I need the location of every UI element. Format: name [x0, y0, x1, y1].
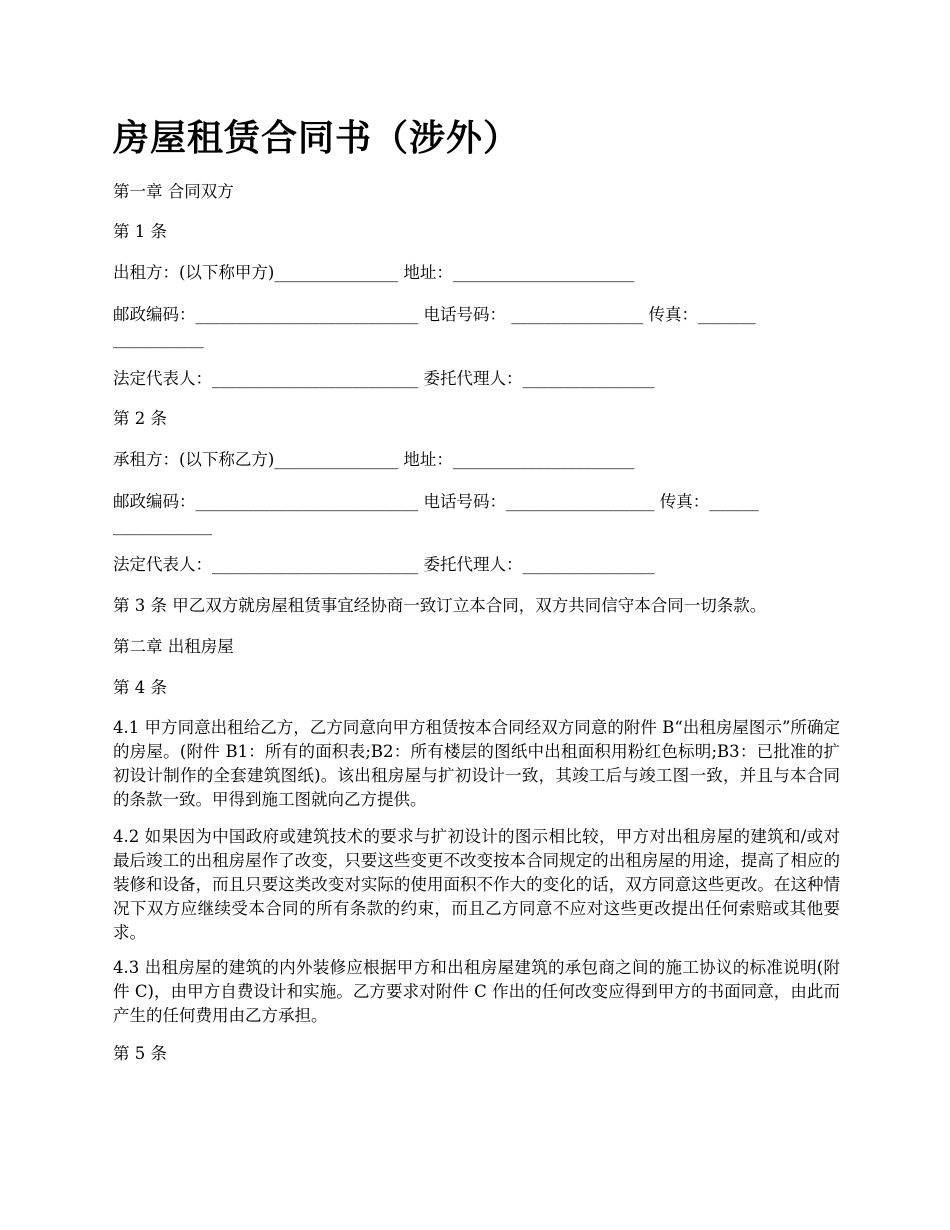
article-2-heading: 第 2 条 — [113, 409, 167, 428]
article-1-heading: 第 1 条 — [113, 222, 167, 241]
chapter-1-heading: 第一章 合同双方 — [113, 182, 234, 201]
chapter-2-heading: 第二章 出租房屋 — [113, 637, 234, 656]
lessor-representative-line: 法定代表人：_________________________ 委托代理人：________________ — [113, 369, 655, 388]
lessor-contact-line-continued: ___________ — [113, 329, 204, 348]
lessee-contact-line-continued: ____________ — [113, 516, 212, 535]
lessee-representative-line: 法定代表人：_________________________ 委托代理人：________________ — [113, 555, 655, 574]
article-5-heading: 第 5 条 — [113, 1044, 167, 1063]
document-title: 房屋租赁合同书（涉外） — [113, 117, 521, 159]
lessee-name-address-line: 承租方：(以下称乙方)_______________ 地址：______________________ — [113, 450, 635, 469]
lessee-contact-line: 邮政编码：___________________________ 电话号码：__________________ 传真：______ — [113, 492, 759, 511]
clause-4-3: 4.3 出租房屋的建筑的内外装修应根据甲方和出租房屋建筑的承包商之间的施工协议的标准说明(附件 C)，由甲方自费设计和实施。乙方要求对附件 C 作出的任何改变应得到甲方的书面同意，由此而产生的任何费用由乙方承担。 — [113, 958, 840, 1025]
clause-4-2: 4.2 如果因为中国政府或建筑技术的要求与扩初设计的图示相比较，甲方对出租房屋的建筑和/或对最后竣工的出租房屋作了改变，只要这些变更不改变按本合同规定的出租房屋的用途，提高了相应的装修和设备，而且只要这类改变对实际的使用面积不作大的变化的话，双方同意这些更改。在这种情况下双方应继续受本合同的所有条款的约束，而且乙方同意不应对这些更改提出任何索赔或其他要求。 — [113, 827, 840, 942]
article-3-text: 第 3 条 甲乙双方就房屋租赁事宜经协商一致订立本合同，双方共同信守本合同一切条款。 — [113, 596, 767, 615]
article-4-heading: 第 4 条 — [113, 678, 167, 697]
lessor-name-address-line: 出租方：(以下称甲方)_______________ 地址：______________________ — [113, 263, 635, 282]
lessor-contact-line: 邮政编码：___________________________ 电话号码： ________________ 传真：_______ — [113, 305, 756, 324]
clause-4-1: 4.1 甲方同意出租给乙方，乙方同意向甲方租赁按本合同经双方同意的附件 B“出租房屋图示”所确定的房屋。(附件 B1：所有的面积表;B2：所有楼层的图纸中出租面积用粉红色标明;B3：已批准的扩初设计制作的全套建筑图纸)。该出租房屋与扩初设计一致，其竣工后与竣工图一致，并且与本合同的条款一致。甲得到施工图就向乙方提供。 — [113, 718, 840, 809]
